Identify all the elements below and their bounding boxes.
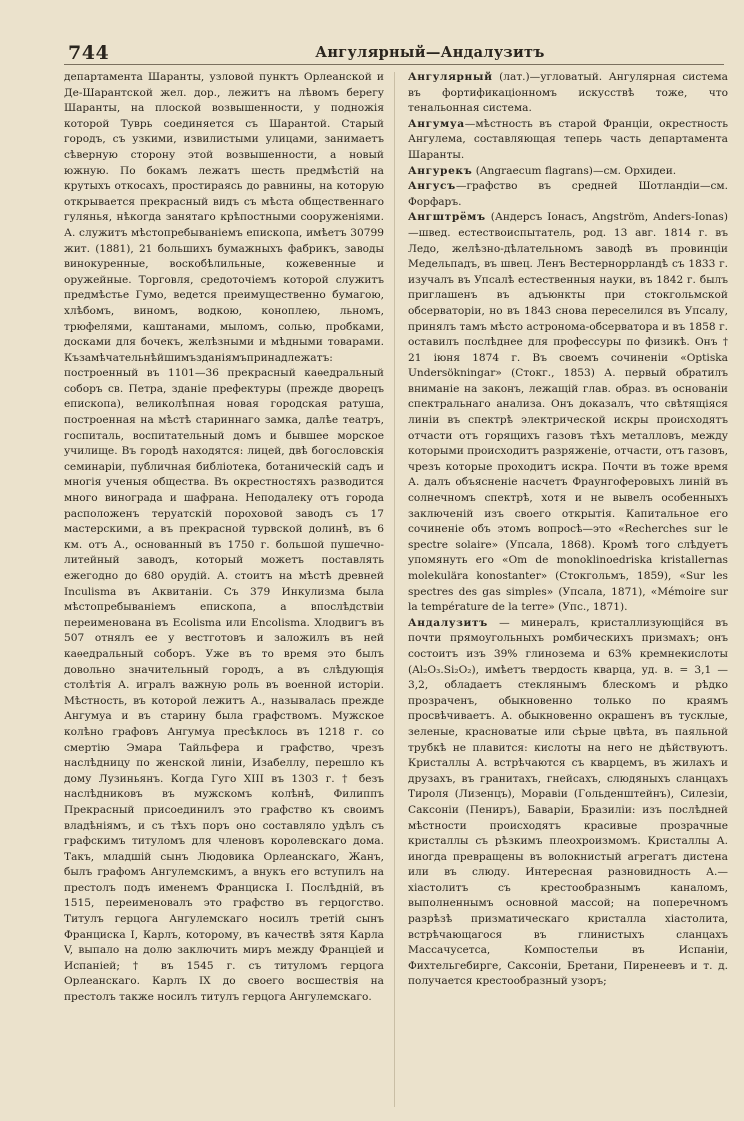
column-divider xyxy=(394,72,395,1107)
entry-term: Ангумуа xyxy=(408,117,465,130)
entry-text: (Angraecum flagrans)—см. Орхидеи. xyxy=(472,164,677,177)
entry-term: Ангштрёмъ xyxy=(408,211,486,224)
entry-angus xyxy=(408,179,728,210)
entry-angstrom xyxy=(408,210,728,615)
paragraph-angouleme-continued: департамента Шаранты, узловой пунктъ Орлеанской и Де-Шарантской жел. дор., лежитъ на лѣвомъ берегу Шаранты, на плоской возвышенности, у подножія которой Туврь соединяется съ Шарантой. Старый городъ, съ узкими, извилистыми улицами, занимаетъ сѣверную сторону этой возвышенности, а новый южную. По бокамъ лежатъ шесть предмѣстій на крутыхъ откосахъ, простираясь до равнины, на которую открывается прекрасный видъ съ мѣста общественнаго гулянья, нѣкогда занятаго крѣпостными сооруженіями. А. служитъ мѣстопребываніемъ епископа, имѣетъ 30799 жит. (1881), 21 большихъ бумажныхъ фабрикъ, заводы винокуренные, воскобѣлильные, кожевенные и оружейные. Торговля, средоточіемъ которой служитъ предмѣстье Гумо, ведется преимущественно бумагою, хлѣбомъ, виномъ, водкою, коноплею, льномъ, трюфелями, каштанами, мыломъ, солью, пробками, досками для бочекъ, желѣзными и мѣдными товарами. Къзамѣчательнѣйшимъзданіямъпринадлежатъ: построенный въ 1101—36 прекрасный каѳедральный соборъ св. Петра, зданіе префектуры (прежде дворецъ епископа), великолѣпная новая городская ратуша, построенная на мѣстѣ стариннаго замка, далѣе театръ, госпиталь, воспитательный домъ и бывшее морское училище. Въ городѣ находятся: лицей, двѣ богословскія семинаріи, публичная библіотека, ботаническій садъ и многія ученыя общества. Въ окрестностяхъ разводится много винограда и шафрана. Неподалеку отъ города расположенъ теруатскій пороховой заводъ съ 17 мастерскими, а въ прекрасной турвской долинѣ, въ 6 км. отъ А., основанный въ 1750 г. большой пушечно-литейный заводъ, который можетъ поставлять ежегодно до 680 орудій. А. стоитъ на мѣстѣ древней Inculisma въ Аквитаніи. Съ 379 Инкулизма была мѣстопребываніемъ епископа, а впослѣдствіи переименована въ Ecolisma или Encolisma. Хлодвигъ въ 507 отнялъ ее у вестготовъ и заложилъ въ ней каѳедральный соборъ. Уже въ то время это былъ довольно значительный городъ, а въ слѣдующія столѣтія А. игралъ важную роль въ военной исторіи. Мѣстность, въ которой лежитъ А., называлась прежде Ангумуа и въ старину была графствомъ. Мужское колѣно графовъ Ангумуа пресѣклось въ 1218 г. со смертію Эмара Тайльфера и графство, чрезъ наслѣдницу по женской линіи, Изабеллу, перешло къ дому Лузиньянъ. Когда Гуго XIII въ 1303 г. † безъ наслѣдниковъ въ мужскомъ колѣнѣ, Филиппъ Прекрасный присоединилъ это графство къ своимъ владѣніямъ, и съ тѣхъ поръ оно составляло удѣлъ съ графскимъ титуломъ для членовъ королевскаго дома. Такъ, младшій сынъ Людовика Орлеанскаго, Жанъ, былъ графомъ Ангулемскимъ, а внукъ его вступилъ на престолъ подъ именемъ Франциска I. Послѣдній, въ 1515, переименовалъ это графство въ герцогство. Титулъ герцога Ангулемскаго носилъ третій сынъ Франциска I, Карлъ, которому, въ качествѣ зятя Карла V, выпало на долю заключить миръ между Франціей и Испаніей; † въ 1545 г. съ титуломъ герцога Орлеанскаго. Карлъ IX до своего восшествія на престолъ также носилъ титулъ герцога Ангулемскаго. xyxy=(64,71,384,1004)
entry-text: —графство въ средней Шотландіи—см. Форфаръ. xyxy=(408,180,728,208)
entry-text: —мѣстность въ старой Франціи, окрестность Ангулема, составляющая теперь часть департамента Шаранты. xyxy=(408,117,728,161)
entry-text: (лат.)—угловатый. Ангулярная система въ фортификаціонномъ искусствѣ тоже, что тенальонная система. xyxy=(408,71,728,115)
header-rule xyxy=(64,64,724,65)
left-column xyxy=(64,70,384,1110)
entry-term: Ангусъ xyxy=(408,180,456,193)
running-head: Ангулярный—Андалузитъ xyxy=(315,44,545,61)
entry-angurek xyxy=(408,164,728,180)
entry-angulyarny xyxy=(408,70,728,117)
entry-text: (Андерсъ Іонасъ, Angström, Anders-Ionas)—швед. естествоиспытатель, род. 13 авг. 1814 г. въ Ледо, желѣзно-дѣлательномъ заводѣ въ провинціи Медельпадъ, въ швец. Ленъ Вестерноррландѣ съ 1833 г. изучалъ въ Упсалѣ естественныя науки, въ 1842 г. былъ приглашенъ въ адъюнкты при стокгольмской обсерваторіи, но въ 1843 снова переселился въ Упсалу, принялъ тамъ мѣсто астронома-обсерватора и въ 1858 г. оставилъ послѣднее для профессуры по физикѣ. Онъ † 21 іюня 1874 г. Въ своемъ сочиненіи «Optiska Undersökningar» (Стокг., 1853) А. первый обратилъ вниманіе на законъ, лежащій глав. образ. въ основаніи спектральнаго анализа. Онъ доказалъ, что свѣтящіяся линіи въ спектрѣ электрической искры происходятъ отчасти отъ горящихъ газовъ тѣхъ металловъ, между которыми происходитъ разряженіе, отчасти, отъ газовъ, чрезъ которые проходитъ искра. Почти въ тоже время А. далъ объясненіе насчетъ Фраунгоферовыхъ линій въ солнечномъ спектрѣ, хотя и не вывелъ особенныхъ заключеній изъ своего открытія. Капитальное его сочиненіе объ этомъ вопросѣ—это «Recherches sur le spectre solaire» (Упсала, 1868). Кромѣ того слѣдуетъ упомянуть его «Om de monoklinoedriska kristallernas molekulära konostanter» (Стокгольмъ, 1859), «Sur les spectres des gas simples» (Упсала, 1871), «Mémoire sur la température de la terre» (Упс., 1871). xyxy=(408,211,728,614)
entry-term: Ангулярный xyxy=(408,71,493,83)
entry-term: Андалузитъ xyxy=(408,616,488,629)
entry-andaluzit xyxy=(408,616,728,990)
entry-term: Ангурекъ xyxy=(408,164,473,177)
page-number: 744 xyxy=(68,42,110,64)
entry-text: — минералъ, кристаллизующійся въ почти прямоугольныхъ ромбическихъ призмахъ; онъ состоитъ изъ 39% глинозема и 63% кремнекислоты (Al₂O₃.Si₂O₂), имѣетъ твердость кварца, уд. в. = 3,1 — 3,2, обладаетъ стеклянымъ блескомъ и рѣдко прозраченъ, обыкновенно только по краямъ просвѣчиваетъ. А. обыкновенно окрашенъ въ тусклые, зеленые, красноватые или сѣрые цвѣта, въ паяльной трубкѣ не плавится: кислоты на него не дѣйствуютъ. Кристаллы А. встрѣчаются съ кварцемъ, въ жилахъ и друзахъ, въ гранитахъ, гнейсахъ, слюдяныхъ сланцахъ Тироля (Лизенцъ), Моравіи (Гольденштейнъ), Силезіи, Саксоніи (Пениръ), Баваріи, Бразиліи: изъ послѣдней мѣстности происходятъ красивые прозрачные кристаллы съ рѣзкимъ плеохроизмомъ. Кристаллы А. иногда превращены въ волокнистый агрегатъ дистена или въ слюду. Интересная разновидность А.— хіастолитъ съ крестообразнымъ каналомъ, выполненнымъ основной массой; на поперечномъ разрѣзѣ призматическаго кристалла хіастолита, встрѣчающагося въ глинистыхъ сланцахъ Массачусетса, Компостельи въ Испаніи, Фихтельгебирге, Саксоніи, Бретани, Пиренеевъ и т. д. получается крестообразный узоръ; xyxy=(408,616,728,988)
right-column xyxy=(408,70,728,1110)
entry-angumua xyxy=(408,117,728,164)
